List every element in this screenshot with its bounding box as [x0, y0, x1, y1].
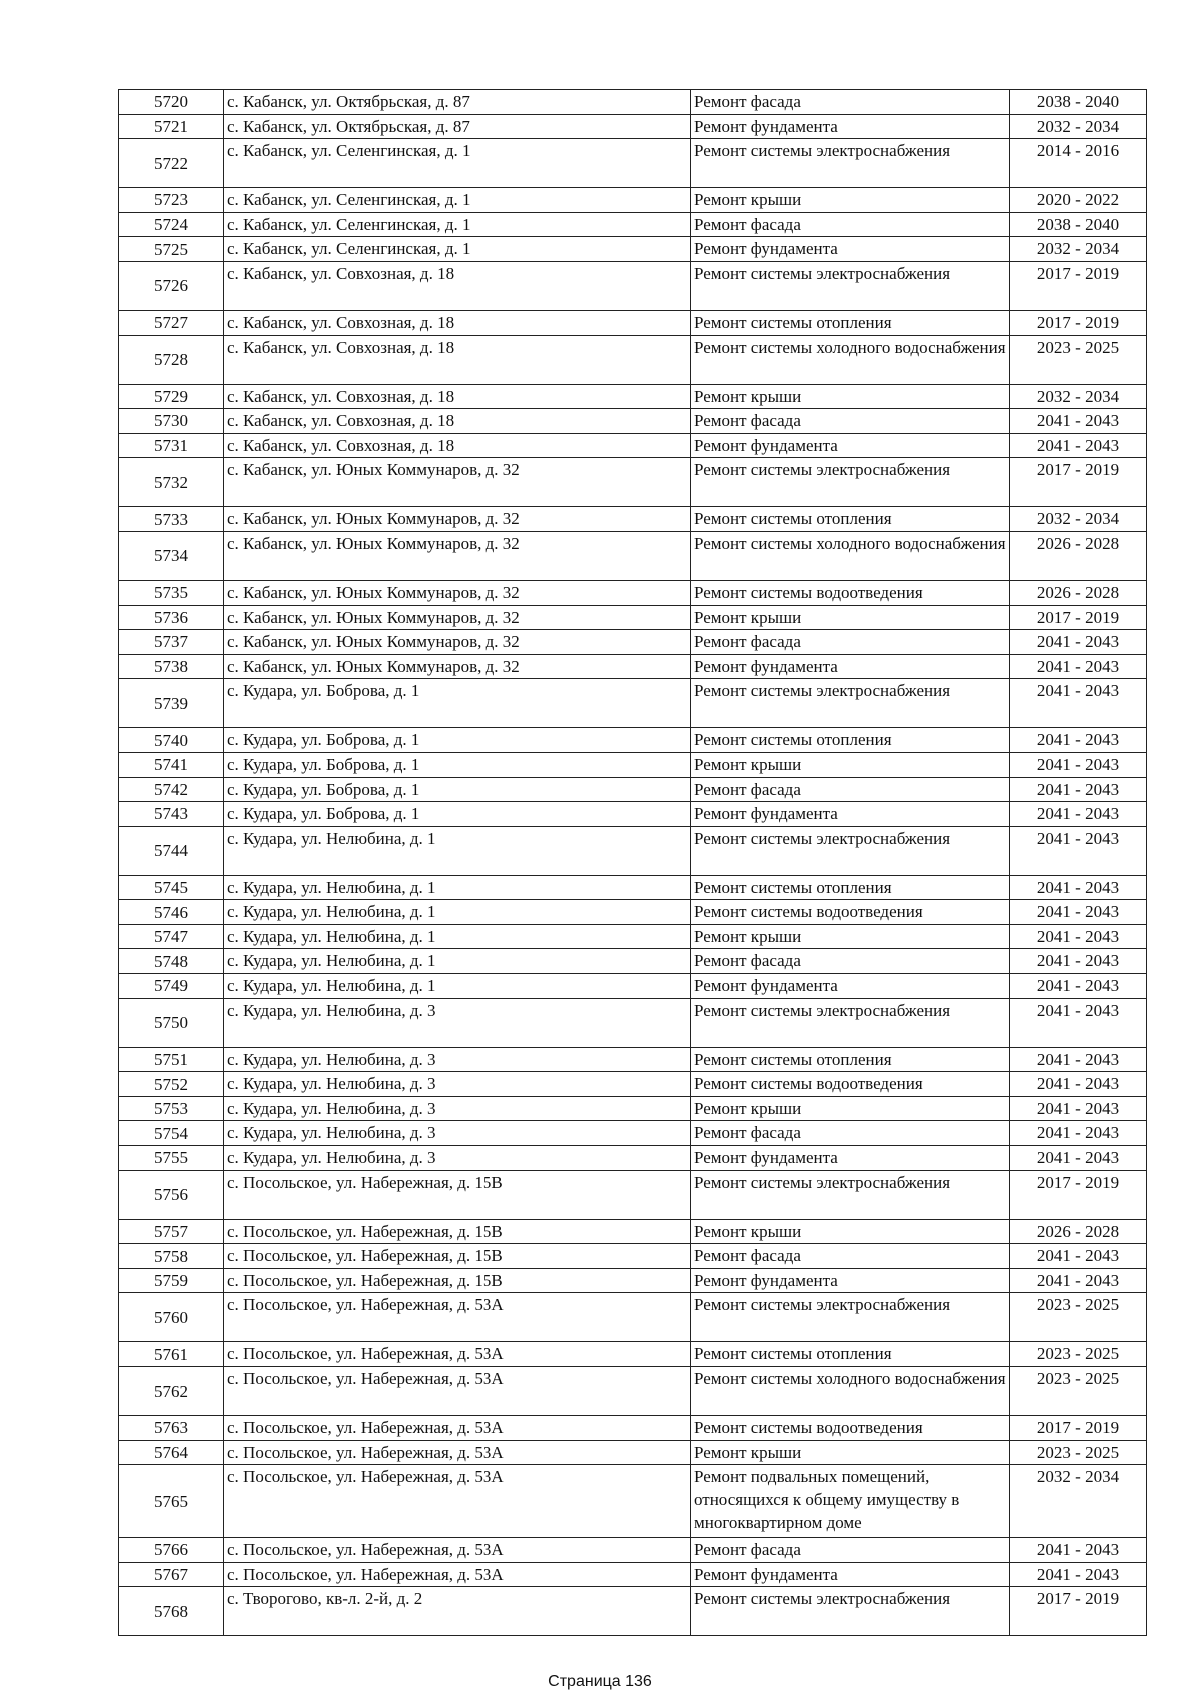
table-row — [119, 1342, 1147, 1367]
table-row — [119, 654, 1147, 679]
address-cell: с. Кабанск, ул. Селенгинская, д. 1 — [224, 139, 691, 188]
work-type-cell: Ремонт фундамента — [691, 237, 1010, 262]
work-type-cell: Ремонт системы холодного водоснабжения — [691, 531, 1010, 580]
period-cell: 2032 - 2034 — [1010, 114, 1147, 139]
work-type-cell: Ремонт фасада — [691, 949, 1010, 974]
work-type-cell: Ремонт фасада — [691, 1121, 1010, 1146]
row-number-cell: 5760 — [119, 1293, 224, 1342]
row-number-cell: 5748 — [119, 949, 224, 974]
address-cell: с. Посольское, ул. Набережная, д. 53А — [224, 1440, 691, 1465]
work-type-cell: Ремонт системы электроснабжения — [691, 679, 1010, 728]
work-type-cell: Ремонт крыши — [691, 1219, 1010, 1244]
address-cell: с. Кабанск, ул. Совхозная, д. 18 — [224, 433, 691, 458]
row-number-cell: 5754 — [119, 1121, 224, 1146]
work-type-cell: Ремонт крыши — [691, 1440, 1010, 1465]
row-number-cell: 5763 — [119, 1416, 224, 1441]
work-type-cell: Ремонт системы электроснабжения — [691, 826, 1010, 875]
period-cell: 2041 - 2043 — [1010, 409, 1147, 434]
work-type-cell: Ремонт крыши — [691, 1096, 1010, 1121]
address-cell: с. Кудара, ул. Боброва, д. 1 — [224, 777, 691, 802]
period-cell: 2041 - 2043 — [1010, 1072, 1147, 1097]
table-row — [119, 1440, 1147, 1465]
address-cell: с. Посольское, ул. Набережная, д. 53А — [224, 1465, 691, 1538]
period-cell: 2041 - 2043 — [1010, 924, 1147, 949]
work-type-cell: Ремонт системы электроснабжения — [691, 458, 1010, 507]
row-number-cell: 5737 — [119, 630, 224, 655]
table-row — [119, 384, 1147, 409]
row-number-cell: 5759 — [119, 1268, 224, 1293]
address-cell: с. Кабанск, ул. Октябрьская, д. 87 — [224, 114, 691, 139]
period-cell: 2014 - 2016 — [1010, 139, 1147, 188]
work-type-cell: Ремонт фундамента — [691, 1268, 1010, 1293]
row-number-cell: 5746 — [119, 900, 224, 925]
table-row — [119, 1096, 1147, 1121]
table-row — [119, 1562, 1147, 1587]
row-number-cell: 5755 — [119, 1146, 224, 1171]
work-type-cell: Ремонт подвальных помещений, относящихся к общему имуществу в многоквартирном доме — [691, 1465, 1010, 1538]
address-cell: с. Посольское, ул. Набережная, д. 53А — [224, 1562, 691, 1587]
period-cell: 2041 - 2043 — [1010, 1562, 1147, 1587]
work-type-cell: Ремонт системы холодного водоснабжения — [691, 335, 1010, 384]
period-cell: 2017 - 2019 — [1010, 605, 1147, 630]
period-cell: 2023 - 2025 — [1010, 1440, 1147, 1465]
table-row — [119, 188, 1147, 213]
table-row — [119, 409, 1147, 434]
table-row — [119, 679, 1147, 728]
table-row — [119, 1587, 1147, 1636]
period-cell: 2041 - 2043 — [1010, 1047, 1147, 1072]
period-cell: 2023 - 2025 — [1010, 1342, 1147, 1367]
address-cell: с. Кудара, ул. Боброва, д. 1 — [224, 752, 691, 777]
row-number-cell: 5745 — [119, 875, 224, 900]
address-cell: с. Кабанск, ул. Юных Коммунаров, д. 32 — [224, 630, 691, 655]
work-type-cell: Ремонт фундамента — [691, 1146, 1010, 1171]
work-type-cell: Ремонт системы электроснабжения — [691, 139, 1010, 188]
address-cell: с. Кудара, ул. Нелюбина, д. 3 — [224, 1096, 691, 1121]
address-cell: с. Кудара, ул. Нелюбина, д. 3 — [224, 1121, 691, 1146]
period-cell: 2041 - 2043 — [1010, 752, 1147, 777]
address-cell: с. Кабанск, ул. Совхозная, д. 18 — [224, 310, 691, 335]
period-cell: 2032 - 2034 — [1010, 237, 1147, 262]
table-row — [119, 1538, 1147, 1563]
address-cell: с. Кабанск, ул. Совхозная, д. 18 — [224, 409, 691, 434]
period-cell: 2023 - 2025 — [1010, 1293, 1147, 1342]
period-cell: 2032 - 2034 — [1010, 1465, 1147, 1538]
row-number-cell: 5764 — [119, 1440, 224, 1465]
work-type-cell: Ремонт системы электроснабжения — [691, 1293, 1010, 1342]
period-cell: 2041 - 2043 — [1010, 1146, 1147, 1171]
address-cell: с. Посольское, ул. Набережная, д. 15В — [224, 1244, 691, 1269]
period-cell: 2041 - 2043 — [1010, 974, 1147, 999]
work-type-cell: Ремонт фундамента — [691, 114, 1010, 139]
work-type-cell: Ремонт фасада — [691, 1244, 1010, 1269]
address-cell: с. Кудара, ул. Нелюбина, д. 1 — [224, 900, 691, 925]
table-row — [119, 1293, 1147, 1342]
row-number-cell: 5740 — [119, 728, 224, 753]
period-cell: 2041 - 2043 — [1010, 900, 1147, 925]
page-number: Страница 136 — [548, 1673, 652, 1690]
work-type-cell: Ремонт фасада — [691, 212, 1010, 237]
row-number-cell: 5756 — [119, 1170, 224, 1219]
work-type-cell: Ремонт фундамента — [691, 433, 1010, 458]
period-cell: 2041 - 2043 — [1010, 875, 1147, 900]
table-row — [119, 90, 1147, 115]
period-cell: 2017 - 2019 — [1010, 1170, 1147, 1219]
table-row — [119, 802, 1147, 827]
address-cell: с. Кабанск, ул. Селенгинская, д. 1 — [224, 188, 691, 213]
period-cell: 2041 - 2043 — [1010, 433, 1147, 458]
period-cell: 2041 - 2043 — [1010, 826, 1147, 875]
table-row — [119, 949, 1147, 974]
work-type-cell: Ремонт крыши — [691, 924, 1010, 949]
work-type-cell: Ремонт фундамента — [691, 654, 1010, 679]
row-number-cell: 5766 — [119, 1538, 224, 1563]
period-cell: 2023 - 2025 — [1010, 1367, 1147, 1416]
period-cell: 2041 - 2043 — [1010, 1538, 1147, 1563]
row-number-cell: 5749 — [119, 974, 224, 999]
address-cell: с. Кабанск, ул. Юных Коммунаров, д. 32 — [224, 531, 691, 580]
period-cell: 2017 - 2019 — [1010, 261, 1147, 310]
period-cell: 2017 - 2019 — [1010, 458, 1147, 507]
table-row — [119, 237, 1147, 262]
period-cell: 2041 - 2043 — [1010, 949, 1147, 974]
row-number-cell: 5728 — [119, 335, 224, 384]
table-row — [119, 875, 1147, 900]
address-cell: с. Кудара, ул. Нелюбина, д. 3 — [224, 1072, 691, 1097]
work-type-cell: Ремонт фасада — [691, 630, 1010, 655]
row-number-cell: 5739 — [119, 679, 224, 728]
work-type-cell: Ремонт фундамента — [691, 974, 1010, 999]
work-type-cell: Ремонт системы отопления — [691, 1342, 1010, 1367]
row-number-cell: 5765 — [119, 1465, 224, 1538]
table-row — [119, 605, 1147, 630]
row-number-cell: 5726 — [119, 261, 224, 310]
table-row — [119, 900, 1147, 925]
work-type-cell: Ремонт системы водоотведения — [691, 900, 1010, 925]
table-row — [119, 458, 1147, 507]
work-type-cell: Ремонт системы водоотведения — [691, 580, 1010, 605]
work-type-cell: Ремонт системы отопления — [691, 310, 1010, 335]
address-cell: с. Кудара, ул. Нелюбина, д. 1 — [224, 949, 691, 974]
row-number-cell: 5752 — [119, 1072, 224, 1097]
period-cell: 2041 - 2043 — [1010, 1096, 1147, 1121]
row-number-cell: 5732 — [119, 458, 224, 507]
table-row — [119, 580, 1147, 605]
row-number-cell: 5730 — [119, 409, 224, 434]
table-row — [119, 212, 1147, 237]
address-cell: с. Кудара, ул. Боброва, д. 1 — [224, 679, 691, 728]
address-cell: с. Посольское, ул. Набережная, д. 53А — [224, 1293, 691, 1342]
row-number-cell: 5757 — [119, 1219, 224, 1244]
address-cell: с. Кабанск, ул. Селенгинская, д. 1 — [224, 212, 691, 237]
table-row — [119, 630, 1147, 655]
address-cell: с. Кабанск, ул. Совхозная, д. 18 — [224, 384, 691, 409]
work-type-cell: Ремонт фасада — [691, 90, 1010, 115]
row-number-cell: 5721 — [119, 114, 224, 139]
table-row — [119, 1268, 1147, 1293]
row-number-cell: 5729 — [119, 384, 224, 409]
table-row — [119, 507, 1147, 532]
row-number-cell: 5747 — [119, 924, 224, 949]
work-type-cell: Ремонт системы электроснабжения — [691, 998, 1010, 1047]
table-row — [119, 826, 1147, 875]
row-number-cell: 5734 — [119, 531, 224, 580]
period-cell: 2020 - 2022 — [1010, 188, 1147, 213]
work-type-cell: Ремонт системы электроснабжения — [691, 1587, 1010, 1636]
address-cell: с. Кудара, ул. Нелюбина, д. 3 — [224, 1047, 691, 1072]
table-row — [119, 998, 1147, 1047]
table-row — [119, 531, 1147, 580]
period-cell: 2032 - 2034 — [1010, 384, 1147, 409]
row-number-cell: 5741 — [119, 752, 224, 777]
row-number-cell: 5735 — [119, 580, 224, 605]
work-type-cell: Ремонт системы отопления — [691, 728, 1010, 753]
row-number-cell: 5758 — [119, 1244, 224, 1269]
table-row — [119, 1244, 1147, 1269]
period-cell: 2032 - 2034 — [1010, 507, 1147, 532]
address-cell: с. Посольское, ул. Набережная, д. 53А — [224, 1538, 691, 1563]
row-number-cell: 5767 — [119, 1562, 224, 1587]
table-row — [119, 310, 1147, 335]
table-row — [119, 752, 1147, 777]
address-cell: с. Кудара, ул. Нелюбина, д. 1 — [224, 826, 691, 875]
address-cell: с. Кабанск, ул. Юных Коммунаров, д. 32 — [224, 605, 691, 630]
table-row — [119, 1121, 1147, 1146]
address-cell: с. Посольское, ул. Набережная, д. 15В — [224, 1170, 691, 1219]
period-cell: 2026 - 2028 — [1010, 531, 1147, 580]
row-number-cell: 5750 — [119, 998, 224, 1047]
table-row — [119, 1219, 1147, 1244]
period-cell: 2041 - 2043 — [1010, 802, 1147, 827]
work-type-cell: Ремонт системы отопления — [691, 507, 1010, 532]
period-cell: 2023 - 2025 — [1010, 335, 1147, 384]
address-cell: с. Кабанск, ул. Юных Коммунаров, д. 32 — [224, 654, 691, 679]
row-number-cell: 5738 — [119, 654, 224, 679]
table-row — [119, 1465, 1147, 1538]
address-cell: с. Посольское, ул. Набережная, д. 53А — [224, 1342, 691, 1367]
period-cell: 2038 - 2040 — [1010, 212, 1147, 237]
table-row — [119, 1047, 1147, 1072]
row-number-cell: 5724 — [119, 212, 224, 237]
period-cell: 2041 - 2043 — [1010, 1268, 1147, 1293]
row-number-cell: 5761 — [119, 1342, 224, 1367]
row-number-cell: 5733 — [119, 507, 224, 532]
row-number-cell: 5720 — [119, 90, 224, 115]
table-row — [119, 1170, 1147, 1219]
row-number-cell: 5768 — [119, 1587, 224, 1636]
work-type-cell: Ремонт крыши — [691, 384, 1010, 409]
address-cell: с. Кабанск, ул. Совхозная, д. 18 — [224, 261, 691, 310]
work-type-cell: Ремонт фундамента — [691, 1562, 1010, 1587]
table-row — [119, 114, 1147, 139]
address-cell: с. Кудара, ул. Боброва, д. 1 — [224, 802, 691, 827]
row-number-cell: 5762 — [119, 1367, 224, 1416]
table-row — [119, 261, 1147, 310]
address-cell: с. Кудара, ул. Боброва, д. 1 — [224, 728, 691, 753]
row-number-cell: 5742 — [119, 777, 224, 802]
table-row — [119, 1416, 1147, 1441]
work-type-cell: Ремонт крыши — [691, 752, 1010, 777]
work-type-cell: Ремонт крыши — [691, 188, 1010, 213]
address-cell: с. Кабанск, ул. Юных Коммунаров, д. 32 — [224, 458, 691, 507]
address-cell: с. Посольское, ул. Набережная, д. 53А — [224, 1367, 691, 1416]
table-row — [119, 1146, 1147, 1171]
work-type-cell: Ремонт системы холодного водоснабжения — [691, 1367, 1010, 1416]
row-number-cell: 5753 — [119, 1096, 224, 1121]
row-number-cell: 5722 — [119, 139, 224, 188]
table-row — [119, 728, 1147, 753]
period-cell: 2041 - 2043 — [1010, 998, 1147, 1047]
capital-repair-table — [118, 89, 1147, 1636]
period-cell: 2017 - 2019 — [1010, 1416, 1147, 1441]
table-row — [119, 335, 1147, 384]
work-type-cell: Ремонт крыши — [691, 605, 1010, 630]
work-type-cell: Ремонт фундамента — [691, 802, 1010, 827]
table-row — [119, 777, 1147, 802]
period-cell: 2038 - 2040 — [1010, 90, 1147, 115]
row-number-cell: 5731 — [119, 433, 224, 458]
work-type-cell: Ремонт системы водоотведения — [691, 1072, 1010, 1097]
period-cell: 2041 - 2043 — [1010, 728, 1147, 753]
address-cell: с. Кудара, ул. Нелюбина, д. 1 — [224, 875, 691, 900]
row-number-cell: 5743 — [119, 802, 224, 827]
row-number-cell: 5751 — [119, 1047, 224, 1072]
period-cell: 2017 - 2019 — [1010, 310, 1147, 335]
period-cell: 2026 - 2028 — [1010, 580, 1147, 605]
work-type-cell: Ремонт системы электроснабжения — [691, 261, 1010, 310]
period-cell: 2017 - 2019 — [1010, 1587, 1147, 1636]
address-cell: с. Посольское, ул. Набережная, д. 15В — [224, 1219, 691, 1244]
period-cell: 2041 - 2043 — [1010, 630, 1147, 655]
work-type-cell: Ремонт фасада — [691, 777, 1010, 802]
address-cell: с. Кудара, ул. Нелюбина, д. 3 — [224, 998, 691, 1047]
table-row — [119, 1072, 1147, 1097]
table-row — [119, 974, 1147, 999]
work-type-cell: Ремонт системы водоотведения — [691, 1416, 1010, 1441]
period-cell: 2041 - 2043 — [1010, 1121, 1147, 1146]
work-type-cell: Ремонт фасада — [691, 409, 1010, 434]
address-cell: с. Посольское, ул. Набережная, д. 53А — [224, 1416, 691, 1441]
work-type-cell: Ремонт фасада — [691, 1538, 1010, 1563]
work-type-cell: Ремонт системы отопления — [691, 875, 1010, 900]
address-cell: с. Кабанск, ул. Селенгинская, д. 1 — [224, 237, 691, 262]
address-cell: с. Посольское, ул. Набережная, д. 15В — [224, 1268, 691, 1293]
address-cell: с. Кудара, ул. Нелюбина, д. 1 — [224, 974, 691, 999]
row-number-cell: 5727 — [119, 310, 224, 335]
row-number-cell: 5736 — [119, 605, 224, 630]
address-cell: с. Кудара, ул. Нелюбина, д. 3 — [224, 1146, 691, 1171]
period-cell: 2041 - 2043 — [1010, 679, 1147, 728]
row-number-cell: 5723 — [119, 188, 224, 213]
address-cell: с. Кабанск, ул. Октябрьская, д. 87 — [224, 90, 691, 115]
address-cell: с. Кабанск, ул. Юных Коммунаров, д. 32 — [224, 507, 691, 532]
work-type-cell: Ремонт системы электроснабжения — [691, 1170, 1010, 1219]
table-body — [119, 90, 1147, 1636]
period-cell: 2041 - 2043 — [1010, 1244, 1147, 1269]
address-cell: с. Кабанск, ул. Совхозная, д. 18 — [224, 335, 691, 384]
work-type-cell: Ремонт системы отопления — [691, 1047, 1010, 1072]
address-cell: с. Кабанск, ул. Юных Коммунаров, д. 32 — [224, 580, 691, 605]
period-cell: 2041 - 2043 — [1010, 777, 1147, 802]
row-number-cell: 5744 — [119, 826, 224, 875]
table-row — [119, 433, 1147, 458]
row-number-cell: 5725 — [119, 237, 224, 262]
table-row — [119, 1367, 1147, 1416]
address-cell: с. Творогово, кв-л. 2-й, д. 2 — [224, 1587, 691, 1636]
address-cell: с. Кудара, ул. Нелюбина, д. 1 — [224, 924, 691, 949]
period-cell: 2026 - 2028 — [1010, 1219, 1147, 1244]
period-cell: 2041 - 2043 — [1010, 654, 1147, 679]
table-row — [119, 924, 1147, 949]
table-row — [119, 139, 1147, 188]
